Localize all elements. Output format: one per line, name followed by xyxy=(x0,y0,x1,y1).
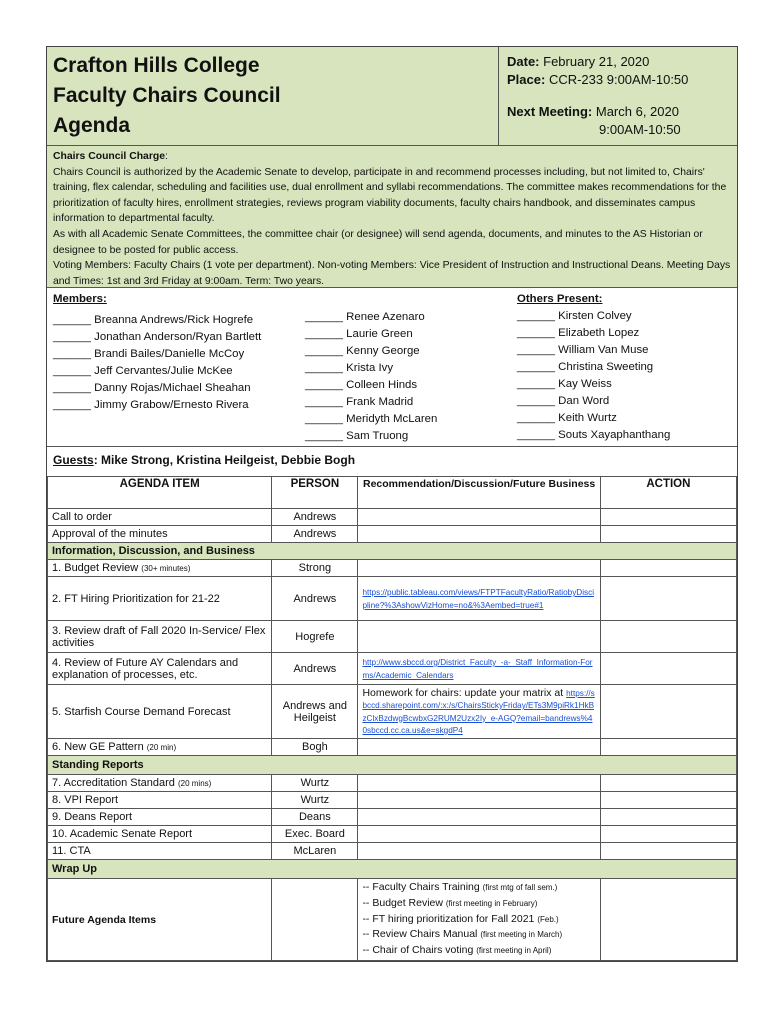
person-cell: Exec. Board xyxy=(272,826,358,843)
place-label: Place: xyxy=(507,72,546,87)
agenda-document xyxy=(46,46,738,962)
section-standing-title: Standing Reports xyxy=(48,756,737,775)
member-item: ______ Frank Madrid xyxy=(305,396,414,408)
charge-paragraph-1: Chairs Council is authorized by the Academic Senate to develop, participate in and recommend processes including, but not limited to, Chairs' training, flex calendar, scheduling and facilities use, dual enrollment and syllabi recommendations. The committee makes recommendations for the prioritization of faculty hires, enrollment strategies, reviews program viability documents, faculty chairs handbook, and disseminates campus information to departmental faculty. xyxy=(53,166,727,225)
person-cell: McLaren xyxy=(272,843,358,860)
table-row xyxy=(48,809,737,826)
title-line-3: Agenda xyxy=(53,114,131,137)
item-cell: 7. Accreditation Standard (20 mins) xyxy=(48,775,272,792)
future-item: -- FT hiring prioritization for Fall 2021 (Feb.) xyxy=(362,912,559,925)
title-line-2: Faculty Chairs Council xyxy=(53,84,281,107)
header-row xyxy=(47,47,737,146)
person-cell: Deans xyxy=(272,809,358,826)
future-items-cell xyxy=(358,879,600,961)
table-row xyxy=(48,509,737,526)
table-row xyxy=(48,653,737,685)
others-present-title: Others Present: xyxy=(517,293,603,305)
guests-label: Guests xyxy=(53,453,94,467)
col-agenda-item: AGENDA ITEM xyxy=(48,477,272,509)
others-item: ______ Elizabeth Lopez xyxy=(517,327,640,339)
next-meeting-time: 9:00AM-10:50 xyxy=(599,122,681,137)
next-meeting-label: Next Meeting: xyxy=(507,104,593,119)
others-item: ______ William Van Muse xyxy=(517,344,649,356)
section-row xyxy=(48,860,737,879)
guests-row xyxy=(47,446,737,476)
others-item: ______ Kay Weiss xyxy=(517,378,612,390)
member-item: ______ Danny Rojas/Michael Sheahan xyxy=(53,382,251,394)
col-person: PERSON xyxy=(272,477,358,509)
next-meeting-value: March 6, 2020 xyxy=(595,104,679,119)
table-row xyxy=(48,739,737,756)
homework-text: Homework for chairs: update your matrix at xyxy=(362,686,567,699)
member-item: ______ Sam Truong xyxy=(305,430,409,442)
person-cell: Andrews and Heilgeist xyxy=(272,685,358,739)
item-cell: 6. New GE Pattern (20 min) xyxy=(48,739,272,756)
table-row xyxy=(48,685,737,739)
future-agenda-label: Future Agenda Items xyxy=(48,879,272,961)
title-line-1: Crafton Hills College xyxy=(53,54,260,77)
sharepoint-link[interactable]: https://sbccd.sharepoint.com/:x:/s/ChairsStickyFriday/ETs3M9piRk1HkBzClxBzdwgBcwbxG2RUM2Uzx2Iy_e-AGQ?email=bandrews%40sbccd.cc.ca.us&e=skgdP4 xyxy=(362,688,595,735)
item-cell: Call to order xyxy=(48,509,272,526)
others-present-col xyxy=(517,291,731,440)
item-cell: Approval of the minutes xyxy=(48,526,272,543)
person-cell: Andrews xyxy=(272,509,358,526)
col-action: ACTION xyxy=(600,477,736,509)
table-row xyxy=(48,843,737,860)
members-col-1 xyxy=(53,291,305,440)
table-row xyxy=(48,526,737,543)
others-item: ______ Keith Wurtz xyxy=(517,412,617,424)
agenda-table xyxy=(47,476,737,961)
person-cell: Hogrefe xyxy=(272,621,358,653)
member-item: ______ Jeff Cervantes/Julie McKee xyxy=(53,365,233,377)
charge-paragraph-3: Voting Members: Faculty Chairs (1 vote per department). Non-voting Members: Vice President of Instruction and Instructional Deans. Meeting Days and Times: 1st and 3rd Friday at 9:00am. Term: Two years. xyxy=(53,260,731,287)
item-cell: 10. Academic Senate Report xyxy=(48,826,272,843)
future-item: -- Chair of Chairs voting (first meeting in April) xyxy=(362,944,552,957)
section-info-title: Information, Discussion, and Business xyxy=(48,543,737,560)
table-row xyxy=(48,775,737,792)
item-cell: 1. Budget Review (30+ minutes) xyxy=(48,560,272,577)
table-row xyxy=(48,792,737,809)
meeting-info xyxy=(499,47,737,145)
member-item: ______ Colleen Hinds xyxy=(305,379,418,391)
future-item: -- Review Chairs Manual (first meeting in March) xyxy=(362,928,563,941)
item-cell: 9. Deans Report xyxy=(48,809,272,826)
section-wrap-title: Wrap Up xyxy=(48,860,737,879)
others-item: ______ Dan Word xyxy=(517,395,610,407)
person-cell: Andrews xyxy=(272,577,358,621)
table-row xyxy=(48,560,737,577)
future-item: -- Budget Review (first meeting in February) xyxy=(362,896,538,909)
tableau-link[interactable]: https://public.tableau.com/views/FTPTFacultyRatio/RatiobyDiscipline?%3AshowVizHome=no&%3Aembed=true#1 xyxy=(362,588,595,610)
charge-paragraph-2: As with all Academic Senate Committees, the committee chair (or designee) will send agenda, documents, and minutes to the AS Historian or designee to be posted for public access. xyxy=(53,228,703,256)
member-item: ______ Laurie Green xyxy=(305,328,413,340)
item-cell: 5. Starfish Course Demand Forecast xyxy=(48,685,272,739)
item-cell: 2. FT Hiring Prioritization for 21-22 xyxy=(48,577,272,621)
table-row xyxy=(48,621,737,653)
member-item: ______ Renee Azenaro xyxy=(305,311,425,323)
member-item: ______ Jonathan Anderson/Ryan Bartlett xyxy=(53,331,262,343)
item-cell: 4. Review of Future AY Calendars and explanation of processes, etc. xyxy=(48,653,272,685)
person-cell: Andrews xyxy=(272,653,358,685)
person-cell: Wurtz xyxy=(272,792,358,809)
member-item: ______ Krista Ivy xyxy=(305,362,394,374)
charge-label: Chairs Council Charge xyxy=(53,151,166,162)
members-title: Members: xyxy=(53,293,107,305)
person-cell: Strong xyxy=(272,560,358,577)
guests-names: : Mike Strong, Kristina Heilgeist, Debbie Bogh xyxy=(93,453,356,467)
person-cell: Bogh xyxy=(272,739,358,756)
others-item: ______ Kirsten Colvey xyxy=(517,310,632,322)
date-label: Date: xyxy=(507,54,540,69)
others-item: ______ Christina Sweeting xyxy=(517,361,654,373)
member-item: ______ Jimmy Grabow/Ernesto Rivera xyxy=(53,399,249,411)
table-header-row xyxy=(48,477,737,509)
title-block xyxy=(47,47,499,145)
section-row xyxy=(48,543,737,560)
item-cell: 8. VPI Report xyxy=(48,792,272,809)
table-row xyxy=(48,577,737,621)
member-item: ______ Kenny George xyxy=(305,345,420,357)
place-value: CCR-233 9:00AM-10:50 xyxy=(548,72,689,87)
table-row xyxy=(48,879,737,961)
section-row xyxy=(48,756,737,775)
person-cell: Andrews xyxy=(272,526,358,543)
item-cell: 3. Review draft of Fall 2020 In-Service/ Flex activities xyxy=(48,621,272,653)
member-item: ______ Meridyth McLaren xyxy=(305,413,438,425)
col-recommendation: Recommendation/Discussion/Future Business xyxy=(358,477,600,509)
table-row xyxy=(48,826,737,843)
member-item: ______ Brandi Bailes/Danielle McCoy xyxy=(53,348,245,360)
members-section xyxy=(47,288,737,446)
person-cell: Wurtz xyxy=(272,775,358,792)
members-col-2 xyxy=(305,291,517,440)
charge-section: Chairs Council Charge: Chairs Council is authorized by the Academic Senate to develop, participate in and recommend processes including, but not limited to, Chairs' training, flex calendar, scheduling and facilities use, dual enrollment and syllabi recommendations. The committee makes recommendations for the prioritization of faculty hires, enrollment strategies, reviews program viability documents, faculty chairs handbook, and disseminates campus information to departmental faculty. As with all Academic Senate Committees, the committee chair (or designee) will send agenda, documents, and minutes to the AS Historian or designee to be posted for public access. Voting Members: Faculty Chairs (1 vote per department). Non-voting Members: Vice President of Instruction and Instructional Deans. Meeting Days and Times: 1st and 3rd Friday at 9:00am. Term: Two years. xyxy=(47,146,737,288)
date-value: February 21, 2020 xyxy=(543,54,650,69)
member-item: ______ Breanna Andrews/Rick Hogrefe xyxy=(53,314,254,326)
future-item: -- Faculty Chairs Training (first mtg of fall sem.) xyxy=(362,881,558,893)
item-cell: 11. CTA xyxy=(48,843,272,860)
calendars-link[interactable]: http://www.sbccd.org/District_Faculty_-a-_Staff_Information-Forms/Academic_Calendars xyxy=(362,658,593,680)
others-item: ______ Souts Xayaphanthang xyxy=(517,429,671,441)
